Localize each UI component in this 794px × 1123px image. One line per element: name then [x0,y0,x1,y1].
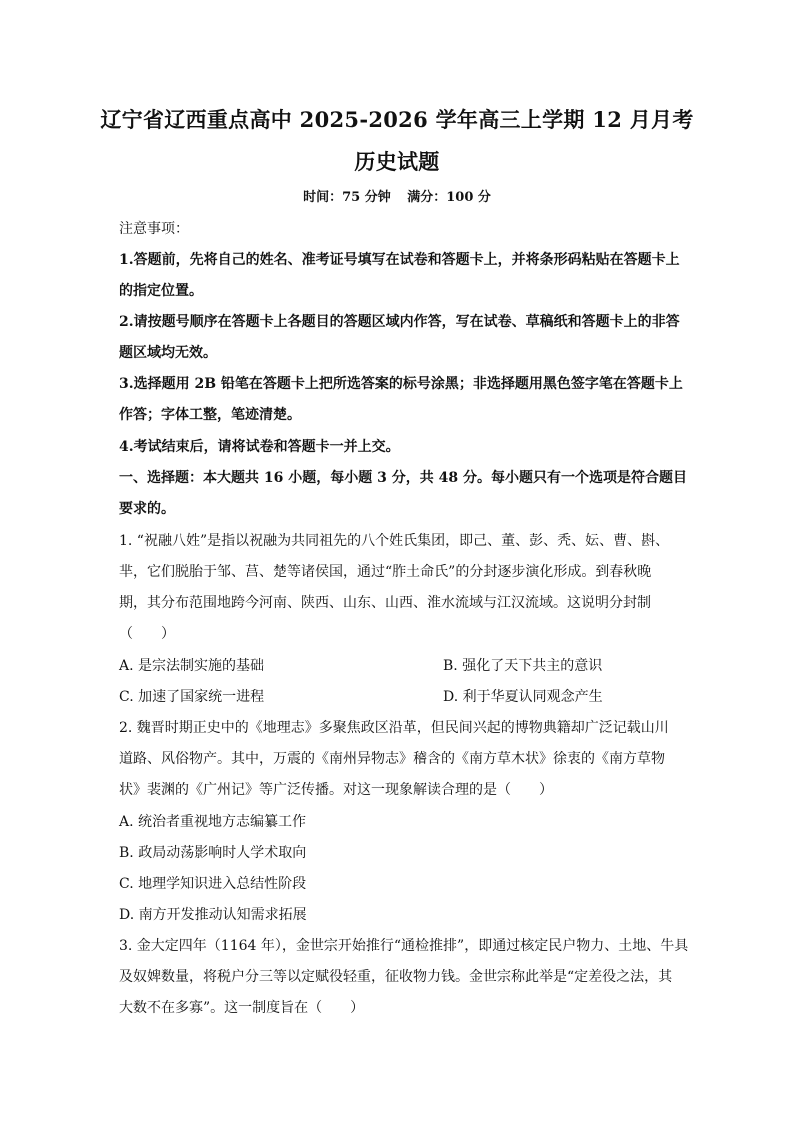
q2-stem-line: 2. 魏晋时期正史中的《地理志》多聚焦政区沿革，但民间兴起的博物典籍却广泛记载山川 [119,720,669,736]
q2-option-c: C. 地理学知识进入总结性阶段 [119,876,307,892]
q1-stem-line: （ ） [119,626,175,642]
exam-title: 辽宁省辽西重点高中 2025-2026 学年高三上学期 12 月月考 [100,107,694,132]
q3-stem-line: 3. 金大定四年（1164 年），金世宗开始推行“通检推排”，即通过核定民户物力、土地、牛具 [119,938,689,954]
section-heading: 一、选择题：本大题共 16 小题，每小题 3 分，共 48 分。每小题只有一个选项是符合题目 [119,470,687,486]
q2-option-b: B. 政局动荡影响时人学术取向 [119,845,307,861]
q1-stem-line: 期，其分布范围地跨今河南、陕西、山东、山西、淮水流域与江汉流域。这说明分封制 [119,595,651,611]
notes-line: 2.请按题号顺序在答题卡上各题目的答题区域内作答，写在试卷、草稿纸和答题卡上的非答 [119,314,680,330]
notes-line: 1.答题前，先将自己的姓名、准考证号填写在试卷和答题卡上，并将条形码粘贴在答题卡上 [119,252,680,268]
q1-option-d: D. 利于华夏认同观念产生 [443,689,603,705]
exam-score: 满分：100 分 [407,190,491,205]
section-heading-cont: 要求的。 [119,501,175,517]
q1-option-c: C. 加速了国家统一进程 [119,689,265,705]
notes-line: 4.考试结束后，请将试卷和答题卡一并上交。 [119,439,400,455]
notes-line: 3.选择题用 2B 铅笔在答题卡上把所选答案的标号涂黑；非选择题用黑色签字笔在答题卡上 [119,376,683,392]
q3-stem-line: 大数不在多寡”。这一制度旨在（ ） [119,1000,365,1016]
q2-option-a: A. 统治者重视地方志编纂工作 [119,814,307,830]
notes-line: 题区域均无效。 [119,345,217,361]
notes-line: 的指定位置。 [119,283,203,299]
exam-meta [0,186,794,205]
q1-option-a: A. 是宗法制实施的基础 [119,658,265,674]
notes-heading: 注意事项： [119,221,189,237]
q2-stem-line: 状》裴渊的《广州记》等广泛传播。对这一现象解读合理的是（ ） [119,782,553,798]
q3-stem-line: 及奴婢数量，将税户分三等以定赋役轻重，征收物力钱。金世宗称此举是“定差役之法，其 [119,969,673,985]
q1-stem-line: 1. “祝融八姓”是指以祝融为共同祖先的八个姓氏集团，即己、董、彭、秃、妘、曹、斟、 [119,533,670,549]
notes-line: 作答；字体工整，笔迹清楚。 [119,407,301,423]
exam-subject: 历史试题 [354,149,440,174]
q2-stem-line: 道路、风俗物产。其中，万震的《南州异物志》稽含的《南方草木状》徐衷的《南方草物 [119,751,665,767]
exam-time: 时间：75 分钟 [303,190,391,205]
q1-stem-line: 芈，它们脱胎于邹、莒、楚等诸侯国，通过“胙土命氏”的分封逐步演化形成。到春秋晚 [119,564,652,580]
q2-option-d: D. 南方开发推动认知需求拓展 [119,907,307,923]
q1-option-b: B. 强化了天下共主的意识 [443,658,603,674]
